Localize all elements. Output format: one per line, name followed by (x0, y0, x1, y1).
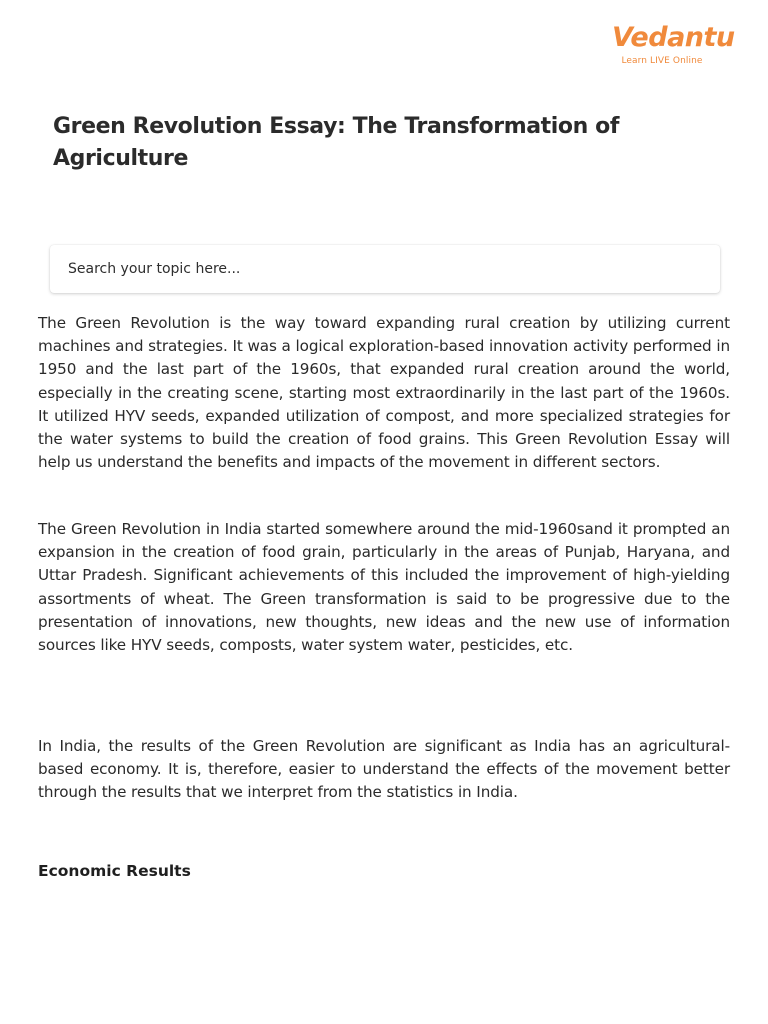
section-heading: Economic Results (38, 862, 191, 880)
page-title: Green Revolution Essay: The Transformation of Agriculture (53, 114, 620, 171)
essay-paragraph: The Green Revolution in India started somewhere around the mid-1960sand it prompted an expansion in the creation of food grain, particularly in the areas of Punjab, Haryana, and Uttar Pradesh. Significant achievements of this included the improvement of high-yielding assortments of wheat. The Green transformation is said to be progressive due to the presentation of innovations, new thoughts, new ideas and the new use of information sources like HYV seeds, composts, water system water, pesticides, etc. (38, 520, 730, 655)
logo-tagline: Learn LIVE Online (621, 56, 703, 66)
essay-paragraph: The Green Revolution is the way toward expanding rural creation by utilizing current machines and strategies. It was a logical exploration-based innovation activity performed in 1950 and the last part of the 1960s, that expanded rural creation around the world, especially in the creating scene, starting most extraordinarily in the last part of the 1960s. It utilized HYV seeds, expanded utilization of compost, and more specialized strategies for the water systems to build the creation of food grains. This Green Revolution Essay will help us understand the benefits and impacts of the movement in different sectors. (38, 314, 730, 472)
search-box[interactable] (50, 245, 720, 293)
essay-paragraph: In India, the results of the Green Revolution are significant as India has an agricultural-based economy. It is, therefore, easier to understand the effects of the movement better through the results that we interpret from the statistics in India. (38, 737, 730, 802)
search-input[interactable] (66, 260, 720, 278)
logo-wordmark: Vedantu (612, 22, 735, 53)
vedantu-logo[interactable] (612, 22, 735, 66)
